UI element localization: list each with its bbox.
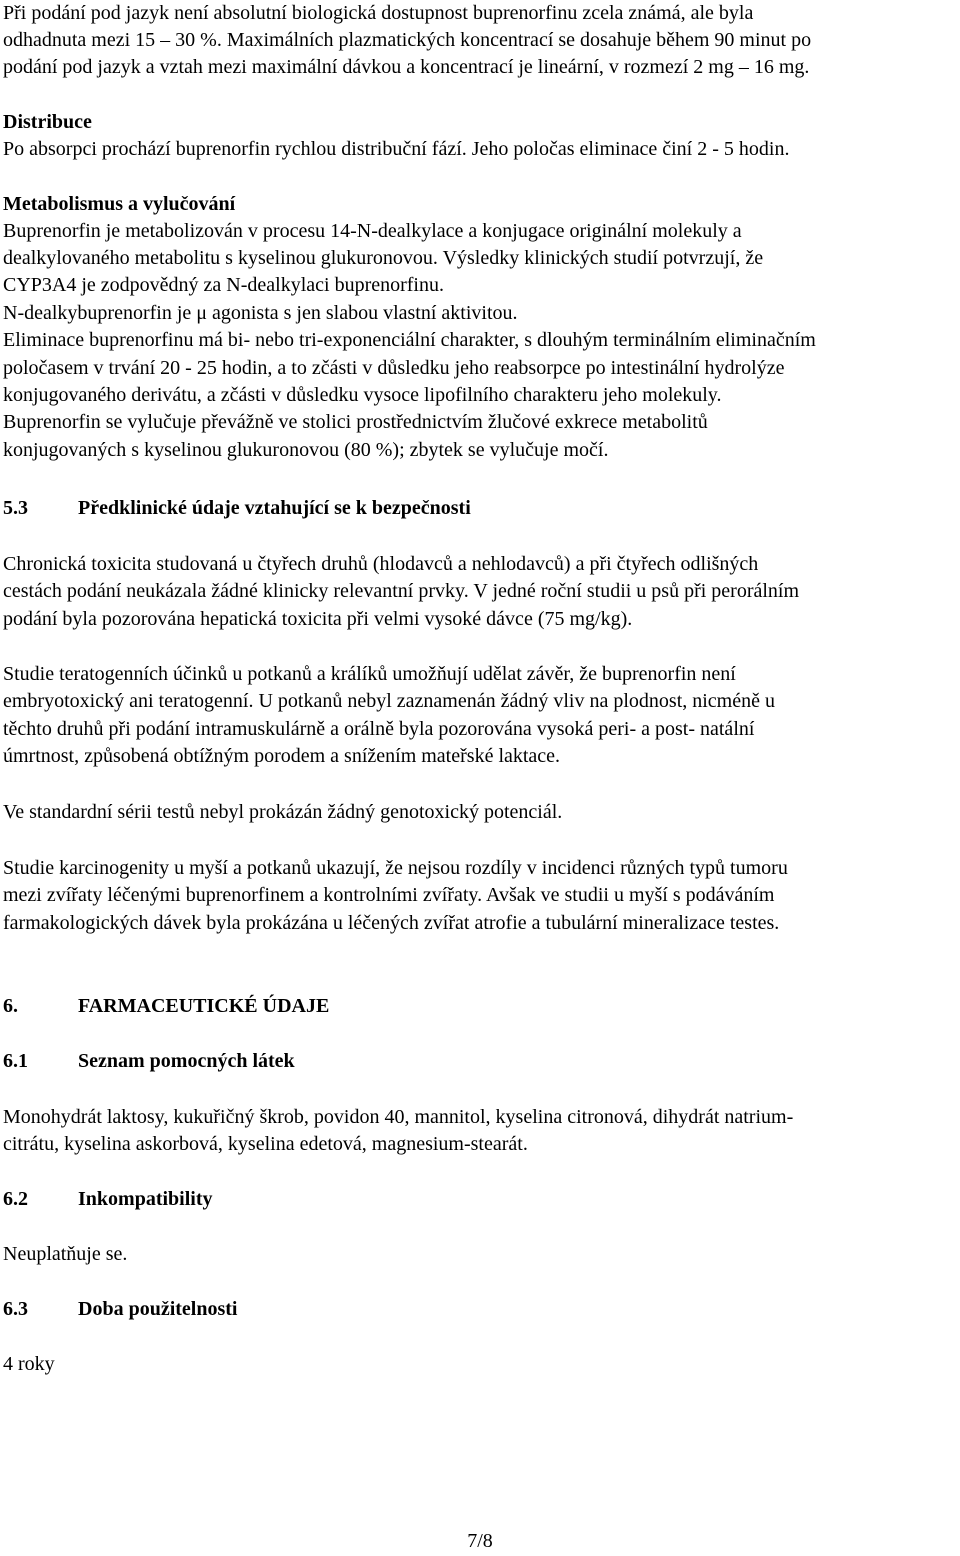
carcinogenicity-line: Studie karcinogenity u myší a potkanů ukazují, že nejsou rozdíly v incidenci různých typů tumoru	[3, 857, 788, 879]
section-6-2-number: 6.2	[3, 1188, 28, 1210]
metabolismus-line: CYP3A4 je zodpovědný za N-dealkylaci buprenorfinu.	[3, 274, 444, 296]
toxicity-line: Chronická toxicita studovaná u čtyřech druhů (hlodavců a nehlodavců) a při čtyřech odlišných	[3, 553, 759, 575]
metabolismus-line: Buprenorfin je metabolizován v procesu 14-N-dealkylace a konjugace originální molekuly a	[3, 220, 742, 242]
teratogenicity-line: Studie teratogenních účinků u potkanů a králíků umožňují udělat závěr, že buprenorfin není	[3, 663, 736, 685]
section-6-title: FARMACEUTICKÉ ÚDAJE	[78, 995, 330, 1017]
carcinogenicity-line: mezi zvířaty léčenými buprenorfinem a kontrolními zvířaty. Avšak ve studii u myší s podáváním	[3, 884, 775, 906]
metabolismus-line: Buprenorfin se vylučuje převážně ve stolici prostřednictvím žlučové exkrece metabolitů	[3, 411, 708, 433]
metabolismus-line: N-dealkybuprenorfin je μ agonista s jen slabou vlastní aktivitou.	[3, 302, 518, 324]
intro-line: odhadnuta mezi 15 – 30 %. Maximálních plazmatických koncentrací se dosahuje během 90 minut po	[3, 29, 812, 51]
excipients-line: Monohydrát laktosy, kukuřičný škrob, povidon 40, mannitol, kyselina citronová, dihydrát natrium-	[3, 1106, 794, 1128]
excipients-line: citrátu, kyselina askorbová, kyselina edetová, magnesium-stearát.	[3, 1133, 528, 1155]
toxicity-line: cestách podání neukázala žádné klinicky relevantní prvky. V jedné roční studii u psů při perorálním	[3, 580, 800, 602]
page-number: 7/8	[467, 1530, 493, 1552]
section-6-3-title: Doba použitelnosti	[78, 1298, 238, 1320]
section-6-1-number: 6.1	[3, 1050, 28, 1072]
distribuce-heading: Distribuce	[3, 111, 92, 133]
metabolismus-line: konjugovaného derivátu, a zčásti v důsledku vysoce lipofilního charakteru jeho molekuly.	[3, 384, 722, 406]
intro-line: podání pod jazyk a vztah mezi maximální dávkou a koncentrací je lineární, v rozmezí 2 mg – 16 mg.	[3, 56, 810, 78]
teratogenicity-line: těchto druhů při podání intramuskulárně a orálně byla pozorována vysoká peri- a post- natální	[3, 718, 755, 740]
section-6-1-title: Seznam pomocných látek	[78, 1050, 295, 1072]
metabolismus-heading: Metabolismus a vylučování	[3, 193, 236, 215]
intro-line: Při podání pod jazyk není absolutní biologická dostupnost buprenorfinu zcela známá, ale byla	[3, 2, 754, 24]
section-6-3-number: 6.3	[3, 1298, 28, 1320]
section-6-2-title: Inkompatibility	[78, 1188, 213, 1210]
distribuce-line: Po absorpci prochází buprenorfin rychlou distribuční fází. Jeho poločas eliminace činí 2 - 5 hodin.	[3, 138, 790, 160]
metabolismus-line: konjugovaných s kyselinou glukuronovou (80 %); zbytek se vylučuje močí.	[3, 439, 609, 461]
section-6-number: 6.	[3, 995, 18, 1017]
metabolismus-line: Eliminace buprenorfinu má bi- nebo tri-exponenciální charakter, s dlouhým terminálním eliminačním	[3, 329, 816, 351]
section-5-3-number: 5.3	[3, 497, 28, 519]
toxicity-line: podání byla pozorována hepatická toxicita při velmi vysoké dávce (75 mg/kg).	[3, 608, 633, 630]
genotoxicity-line: Ve standardní sérii testů nebyl prokázán žádný genotoxický potenciál.	[3, 801, 563, 823]
carcinogenicity-line: farmakologických dávek byla prokázána u léčených zvířat atrofie a tubulární mineralizace testes.	[3, 912, 780, 934]
shelf-life-text: 4 roky	[3, 1353, 55, 1375]
incompatibility-text: Neuplatňuje se.	[3, 1243, 128, 1265]
section-5-3-title: Předklinické údaje vztahující se k bezpečnosti	[78, 497, 471, 519]
metabolismus-line: poločasem v trvání 20 - 25 hodin, a to zčásti v důsledku jeho reabsorpce po intestinální hydrolýze	[3, 357, 785, 379]
teratogenicity-line: embryotoxický ani teratogenní. U potkanů nebyl zaznamenán žádný vliv na plodnost, nicméně u	[3, 690, 775, 712]
teratogenicity-line: úmrtnost, způsobená obtížným porodem a snížením mateřské laktace.	[3, 745, 561, 767]
metabolismus-line: dealkylovaného metabolitu s kyselinou glukuronovou. Výsledky klinických studií potvrzují, že	[3, 247, 764, 269]
